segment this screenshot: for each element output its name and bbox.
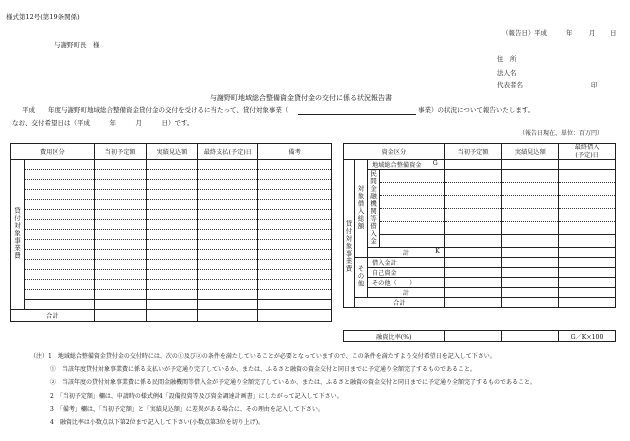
cell[interactable] [94, 290, 146, 300]
cell[interactable] [146, 200, 198, 210]
expense-row[interactable] [24, 280, 94, 290]
cell[interactable] [146, 290, 198, 300]
expense-row[interactable] [24, 250, 94, 260]
cell[interactable] [258, 240, 332, 250]
ratio-table [343, 330, 616, 342]
header-actual-estimate: 実績見込額 [146, 144, 198, 160]
expense-group-cell [11, 160, 25, 310]
note-4: 4 融資比率は小数点以下第2位まで記入して下さい(小数点第3位を切り上げ)。 [50, 419, 265, 426]
expense-row[interactable] [24, 300, 94, 310]
cell[interactable] [444, 209, 502, 222]
note-3: 3 「備考」欄は、「当初予定額」と「実績見込額」に差異がある場合に、その理由を記入して下さい。 [50, 406, 324, 413]
body-line-2: なお、交付希望日は（平成 年 月 日）です。 [12, 119, 194, 127]
cell[interactable] [502, 298, 559, 308]
cell[interactable] [444, 160, 502, 170]
cell[interactable] [94, 210, 146, 220]
cell[interactable] [258, 230, 332, 240]
cell[interactable] [258, 250, 332, 260]
cell[interactable] [146, 280, 198, 290]
cell[interactable] [502, 288, 559, 298]
funding-table [343, 143, 616, 308]
minkan-cell [367, 170, 379, 248]
cell[interactable] [559, 222, 616, 235]
cell[interactable] [198, 270, 258, 280]
cell[interactable] [444, 298, 502, 308]
cell[interactable] [444, 222, 502, 235]
cell[interactable] [146, 240, 198, 250]
cell[interactable] [559, 288, 616, 298]
cell[interactable] [198, 240, 258, 250]
cell[interactable] [559, 248, 616, 258]
form-number: 様式第12号(第19条関係) [6, 13, 80, 21]
subtotal-code: K [435, 248, 440, 255]
cell[interactable] [258, 280, 332, 290]
cell[interactable] [379, 235, 444, 248]
page-title: 与謝野町地域総合整備資金貸付金の交付に係る状況報告書 [210, 94, 392, 102]
expense-total-actual[interactable] [146, 310, 198, 322]
cell[interactable] [258, 310, 332, 322]
cell[interactable] [146, 230, 198, 240]
chiiki-row-label [367, 160, 444, 170]
cell[interactable] [258, 290, 332, 300]
cell[interactable] [379, 222, 444, 235]
header-expense-category: 費用区分 [11, 144, 95, 160]
subtotal-label: 計 [402, 250, 409, 257]
expense-row[interactable] [24, 190, 94, 200]
expense-row[interactable] [24, 160, 94, 170]
cell[interactable] [258, 220, 332, 230]
cell[interactable] [94, 250, 146, 260]
expense-row[interactable] [24, 240, 94, 250]
header-remarks: 備考 [258, 144, 332, 160]
cell[interactable] [502, 196, 559, 209]
cell[interactable] [94, 300, 146, 310]
cell[interactable] [559, 258, 616, 268]
cell[interactable] [502, 258, 559, 268]
borrow-group-cell [354, 160, 367, 258]
cell[interactable] [94, 180, 146, 190]
chiiki-code: G [432, 160, 438, 167]
cell[interactable] [146, 210, 198, 220]
expense-table [10, 143, 332, 322]
other-subtotal-label: 計 [367, 288, 444, 298]
note-2: 2 「当初予定額」欄は、申請時の様式例4「設備投資等及び資金調達計画書」にしたがって記入して下さい。 [50, 393, 343, 400]
chiiki-label: 地域総合整備資金 [371, 162, 422, 169]
applicant-representative: 代表者名 [497, 81, 523, 89]
cell[interactable] [258, 160, 332, 170]
cell[interactable] [444, 258, 502, 268]
cell[interactable] [559, 170, 616, 183]
ratio-initial[interactable] [444, 331, 502, 342]
cell[interactable] [502, 170, 559, 183]
cell[interactable] [146, 160, 198, 170]
cell[interactable] [94, 240, 146, 250]
expense-row[interactable] [24, 180, 94, 190]
expense-row[interactable] [24, 260, 94, 270]
cell[interactable] [94, 260, 146, 270]
cell[interactable] [94, 270, 146, 280]
other-group-cell [344, 160, 355, 308]
ratio-label: 融資比率(%) [344, 331, 445, 342]
expense-row[interactable] [24, 290, 94, 300]
cell[interactable] [94, 160, 146, 170]
cell[interactable] [198, 220, 258, 230]
expense-group-label: 貸付対象事業費 [12, 207, 21, 260]
cell[interactable] [502, 160, 559, 170]
cell[interactable] [379, 209, 444, 222]
cell[interactable] [94, 190, 146, 200]
cell[interactable] [559, 160, 616, 170]
ratio-actual[interactable] [502, 331, 559, 342]
header-actual-estimate-r: 実績見込額 [502, 144, 559, 160]
header-initial-plan: 当初予定額 [94, 144, 146, 160]
cell[interactable] [146, 190, 198, 200]
cell[interactable] [146, 270, 198, 280]
note-1-a: ① 当該年度貸付対象事業費に係る支払いが予定通り完了しているか、または、ふるさと融資の資金交付と同日までに予定通り全額完了するものであること。 [50, 366, 477, 373]
cell[interactable] [379, 196, 444, 209]
cell[interactable] [444, 278, 502, 288]
report-date-era: 平成 [534, 29, 547, 37]
cell[interactable] [559, 183, 616, 196]
expense-row[interactable] [24, 230, 94, 240]
other-row-label: 自己資金 [367, 268, 444, 278]
cell[interactable] [559, 298, 616, 308]
header-initial-plan-r: 当初予定額 [444, 144, 502, 160]
cell[interactable] [198, 310, 258, 322]
note-1-b: ② 当該年度の貸付対象事業費に係る民間金融機関等借入金が予定通り全額完了しているか、または、ふるさと融資の資金交付と同日までに予定通り全額完了するものであること。 [50, 379, 537, 386]
cell[interactable] [198, 200, 258, 210]
cell[interactable] [502, 278, 559, 288]
body-line-1b: 事業）の状況について報告いたします。 [418, 106, 535, 114]
cell[interactable] [146, 250, 198, 260]
cell[interactable] [198, 250, 258, 260]
cell[interactable] [258, 180, 332, 190]
cell[interactable] [258, 210, 332, 220]
cell[interactable] [502, 268, 559, 278]
cell[interactable] [502, 235, 559, 248]
minkan-label: 民間金融機関等借入金 [368, 170, 377, 245]
cell[interactable] [94, 280, 146, 290]
cell[interactable] [146, 170, 198, 180]
header-final-payment-date: 最終支払(予定)日 [198, 144, 258, 160]
cell[interactable] [444, 288, 502, 298]
cell[interactable] [559, 278, 616, 288]
applicant-corp-name: 法人名 [497, 69, 517, 77]
cell[interactable] [258, 190, 332, 200]
seal-mark: 印 [591, 81, 598, 89]
cell[interactable] [559, 235, 616, 248]
subtotal-row-label [367, 248, 444, 258]
applicant-address: 住 所 [497, 55, 517, 63]
cell[interactable] [198, 260, 258, 270]
cell[interactable] [198, 180, 258, 190]
header-final-borrow-date: 最終借入 (予定)日 [559, 144, 616, 160]
cell[interactable] [444, 248, 502, 258]
cell[interactable] [94, 200, 146, 210]
cell[interactable] [146, 260, 198, 270]
sonota-label: その他 [356, 265, 365, 288]
borrow-group-label: 対象借入総額 [356, 185, 365, 230]
unit-note: （報告日現在、単位：百万円） [519, 130, 604, 137]
cell[interactable] [444, 268, 502, 278]
cell[interactable] [258, 260, 332, 270]
expense-total-label: 合計 [11, 310, 95, 322]
cell[interactable] [502, 248, 559, 258]
cell[interactable] [444, 170, 502, 183]
project-name-blank[interactable] [298, 107, 416, 115]
cell[interactable] [146, 180, 198, 190]
cell[interactable] [198, 290, 258, 300]
cell[interactable] [444, 196, 502, 209]
cell[interactable] [502, 209, 559, 222]
cell[interactable] [198, 230, 258, 240]
expense-total-initial[interactable] [94, 310, 146, 322]
note-1: （注）1 地域総合整備資金貸付金の交付時には、次の①及び②の条件を満たしていることが必要となっていますので、この条件を満たすよう交付希望日を記入して下さい。 [30, 353, 496, 360]
cell[interactable] [444, 235, 502, 248]
cell[interactable] [146, 300, 198, 310]
ratio-formula: G／K×100 [559, 331, 616, 342]
report-date-year: 年 [566, 29, 573, 37]
cell[interactable] [444, 183, 502, 196]
cell[interactable] [94, 170, 146, 180]
other-row-label: その他（ ） [367, 278, 444, 288]
cell[interactable] [198, 170, 258, 180]
cell[interactable] [198, 160, 258, 170]
cell[interactable] [94, 230, 146, 240]
cell[interactable] [198, 190, 258, 200]
cell[interactable] [502, 222, 559, 235]
expense-row[interactable] [24, 200, 94, 210]
cell[interactable] [198, 300, 258, 310]
cell[interactable] [379, 170, 444, 183]
funding-total-label: 合計 [354, 298, 444, 308]
report-date-label: （報告日） [502, 29, 535, 37]
expense-row[interactable] [24, 270, 94, 280]
cell[interactable] [559, 209, 616, 222]
cell[interactable] [258, 270, 332, 280]
other-group-label: 貸付対象事業費 [344, 220, 353, 273]
cell[interactable] [146, 220, 198, 230]
cell[interactable] [258, 300, 332, 310]
cell[interactable] [198, 280, 258, 290]
other-row-label: 借入金計 [367, 258, 444, 268]
cell[interactable] [502, 183, 559, 196]
expense-row[interactable] [24, 220, 94, 230]
body-line-1a: 平成 年度与謝野町地域総合整備資金貸付金の交付を受けるに当たって、貸付対象事業（ [22, 106, 289, 114]
report-date-day: 日 [610, 29, 617, 37]
cell[interactable] [94, 220, 146, 230]
expense-row[interactable] [24, 170, 94, 180]
addressee: 与謝野町長 様 [54, 41, 100, 49]
cell[interactable] [559, 268, 616, 278]
sonota-cell [354, 258, 367, 298]
cell[interactable] [198, 210, 258, 220]
report-date-month: 月 [589, 29, 596, 37]
cell[interactable] [559, 196, 616, 209]
header-fund-category: 資金区分 [344, 144, 445, 160]
expense-row[interactable] [24, 210, 94, 220]
cell[interactable] [258, 170, 332, 180]
cell[interactable] [258, 200, 332, 210]
cell[interactable] [379, 183, 444, 196]
